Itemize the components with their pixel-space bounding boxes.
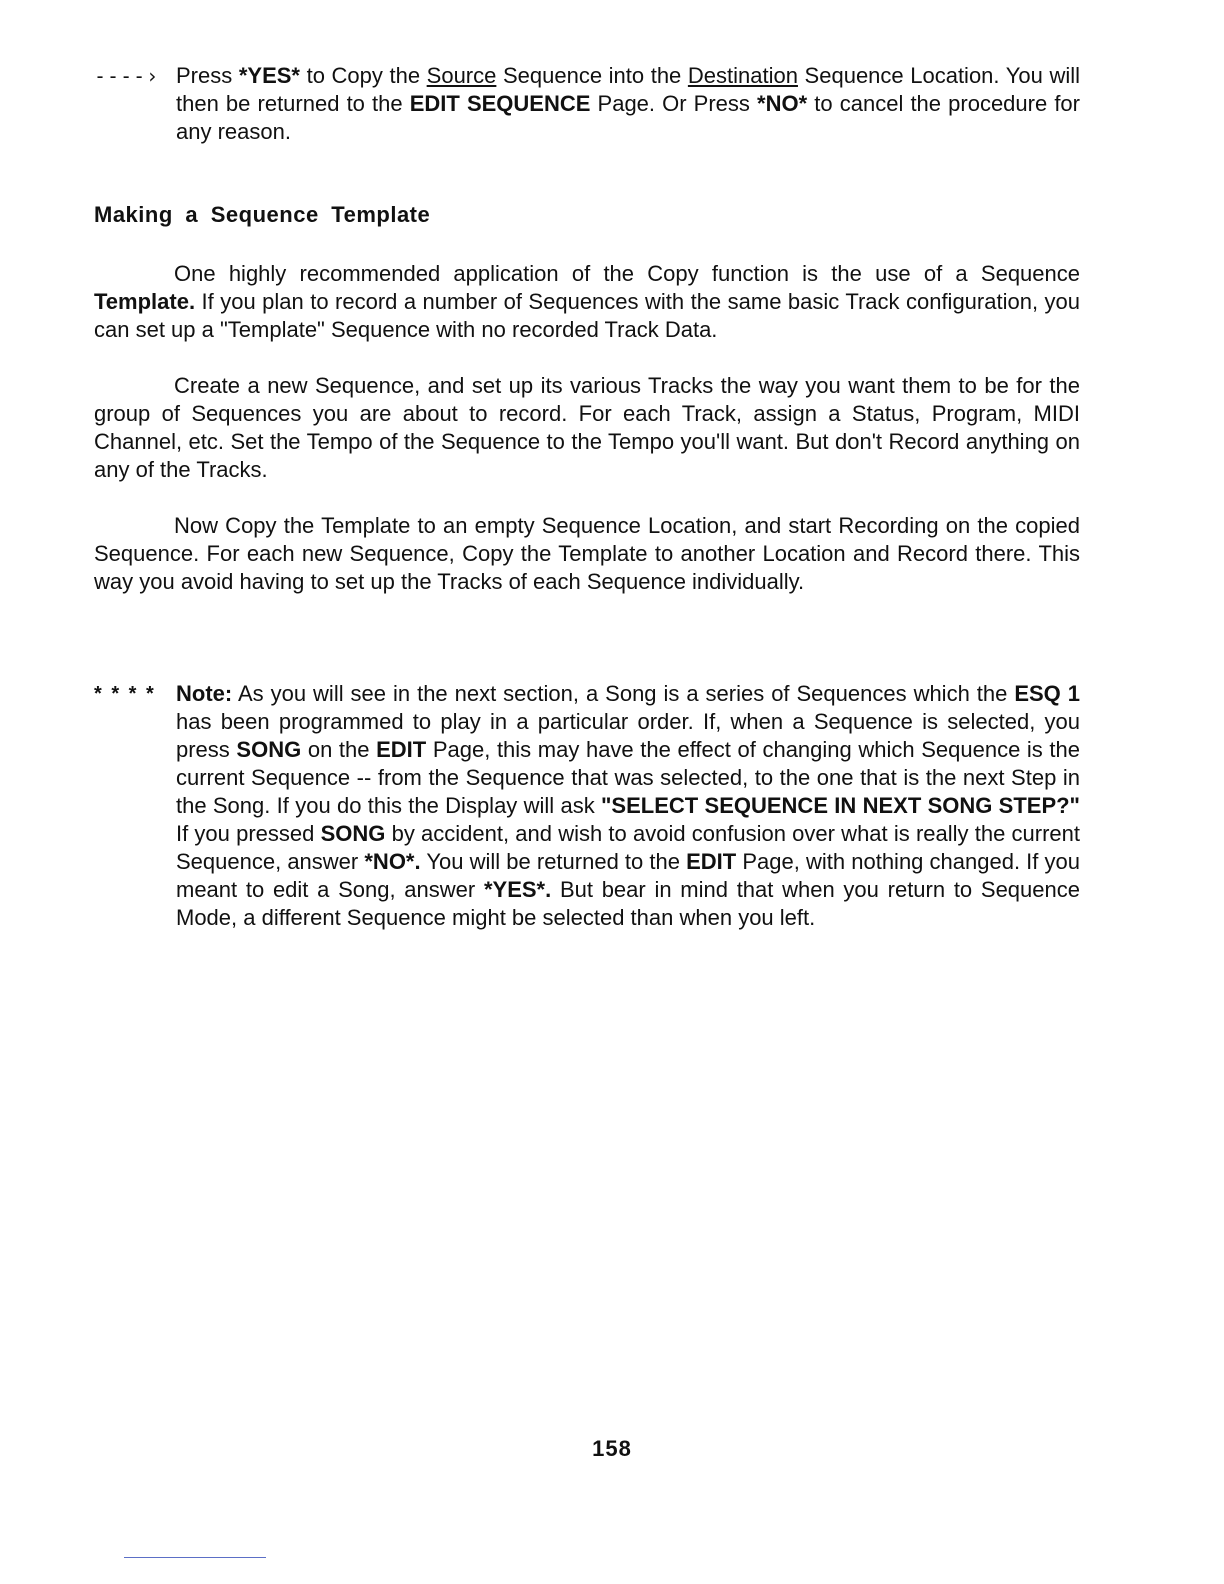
esq1-term: ESQ 1 xyxy=(1014,681,1080,706)
note-stars-marker: * * * * xyxy=(94,683,156,705)
edit-page-label: EDIT xyxy=(376,737,427,762)
destination-term: Destination xyxy=(687,63,798,88)
template-term: Template. xyxy=(94,289,196,314)
song-key-label-2: SONG xyxy=(320,821,386,846)
page-number: 158 xyxy=(592,1436,632,1461)
no-key-label: *NO* xyxy=(757,91,808,116)
edit-page-label-2: EDIT xyxy=(686,849,737,874)
paragraph-template-intro: One highly recommended application of the Copy function is the use of a Sequence Template. If you plan to record a number of Sequences with the same basic Track configuration, you can set up a "Template" Sequence with no recorded Track Data. xyxy=(94,261,1080,342)
note-text: Note: As you will see in the next section, a Song is a series of Sequences which the ESQ 1 has been programmed to play in a particular order. If, when a Sequence is selected, you press SONG on the EDIT Page, this may have the effect of changing which Sequence is the current Sequence -- from the Sequence that was selected, to the one that is the next Step in the Song. If you do this the Display will ask "SELECT SEQUENCE IN NEXT SONG STEP?" If you pressed SONG by accident, and wish to avoid confusion over what is really the current Sequence, answer *NO*. You will be returned to the EDIT Page, with nothing changed. If you meant to edit a Song, answer *YES*. But bear in mind that when you return to Sequence Mode, a different Sequence might be selected than when you left. xyxy=(176,681,1081,930)
bottom-divider xyxy=(124,1557,266,1558)
song-key-label: SONG xyxy=(236,737,302,762)
display-prompt: "SELECT SEQUENCE IN NEXT SONG STEP?" xyxy=(601,793,1080,818)
arrow-marker-icon: ----› xyxy=(94,64,160,88)
source-term: Source xyxy=(426,63,497,88)
instruction-text: Press *YES* to Copy the Source Sequence into the Destination Sequence Location. You will then be returned to the EDIT SEQUENCE Page. Or Press *NO* to cancel the procedure for any reason. xyxy=(176,63,1080,144)
copy-confirm-instruction xyxy=(94,62,1084,146)
paragraph-copy-template: Now Copy the Template to an empty Sequence Location, and start Recording on the copied Sequence. For each new Sequence, Copy the Template to another Location and Record there. This way you avoid having to set up the Tracks of each Sequence individually. xyxy=(94,513,1080,594)
yes-answer-label: *YES*. xyxy=(483,877,552,902)
edit-sequence-page-label: EDIT SEQUENCE xyxy=(409,91,591,116)
yes-key-label: *YES* xyxy=(238,63,300,88)
paragraph-create-sequence: Create a new Sequence, and set up its various Tracks the way you want them to be for the group of Sequences you are about to record. For each Track, assign a Status, Program, MIDI Channel, etc. Set the Tempo of the Sequence to the Tempo you'll want. But don't Record anything on any of the Tracks. xyxy=(94,373,1080,482)
section-heading: Making a Sequence Template xyxy=(94,202,431,227)
note-block xyxy=(94,680,1084,932)
note-label: Note: xyxy=(176,681,233,706)
no-answer-label: *NO*. xyxy=(364,849,421,874)
